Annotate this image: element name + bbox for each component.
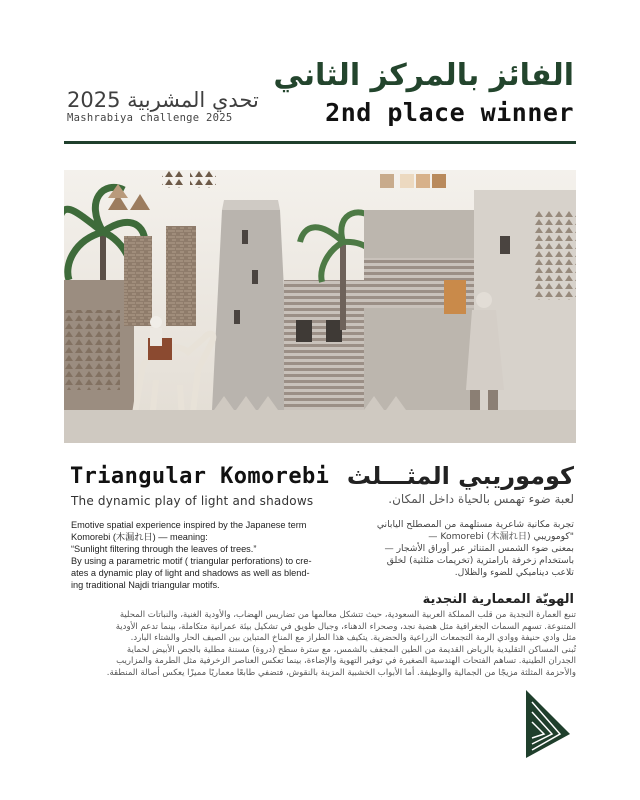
description-line: باستخدام زخرفة بارامترية (تخريمات مثلثية) لخلق [386,555,574,566]
header-divider [64,141,576,144]
winner-title-english: 2nd place winner [325,98,574,127]
heritage-line: الجدران الطينية. تساهم الفتحات الهندسية الصغيرة في توفير التهوية والإضاءة، بينما تعكس العناصر الزخرفية مثل الطرمة والمزاريب [116,656,576,666]
description-arabic [334,519,574,579]
heritage-line: المتنوعة. تسهم السمات الجغرافية مثل هضبة نجد، وصحراء الدهناء، وجبال طويق في تشكيل بيئة عمرانية متكاملة، بينما تدعم الأودية [115,621,576,632]
brick-tower-1 [124,236,152,326]
description-line: تلاعب ديناميكي للضوء والظلال. [454,567,574,578]
description-english [71,519,353,591]
description-line: Komorebi (木漏れ日) — meaning: [71,532,208,542]
description-line: Emotive spatial experience inspired by the Japanese term [71,520,307,530]
heritage-paragraph [64,610,576,679]
wooden-door [444,280,466,314]
description-line: ing traditional Najdi triangular motifs. [71,580,220,590]
heritage-line: تنبع العمارة النجدية من قلب المملكة العربية السعودية، حيث تتشكل معالمها من تضاريس الهضاب، والأودية الغنية، والنباتات المحلية [119,610,576,620]
project-title-arabic: كوموريبي المثـــلث [346,462,574,490]
project-title-english: Triangular Komorebi [70,464,330,489]
collage-illustration [64,170,576,443]
brick-tower-2 [166,226,196,326]
najdi-architecture-collage [64,170,576,443]
color-swatches [380,174,446,188]
description-line: ates a dynamic play of light and shadows as well as blend- [71,568,310,578]
winner-title-arabic: الفائز بالمركز الثاني [273,58,574,93]
triangle-perforation-wall [64,310,120,390]
masmak-tower [212,200,290,410]
description-line: By using a parametric motif ( triangular perforations) to cre- [71,556,312,566]
description-line: “Sunlight filtering through the leaves of trees.” [71,544,257,554]
project-subtitle-arabic: لعبة ضوء تهمس بالحياة داخل المكان. [388,492,574,506]
triangle-logo-icon [524,688,572,760]
project-subtitle-english: The dynamic play of light and shadows [71,494,314,508]
wall-lantern [500,236,510,254]
challenge-title-arabic: تحدي المشربية 2025 [67,88,259,112]
description-line: "كوموريبي (木漏れ日) Komorebi — [428,531,574,542]
heritage-line: مثل وادي حنيفة ووادي الرمة التجمعات الزراعية والحضرية. يتكيف هذا الطراز مع المناخ المتباين بين الصيف الحار والشتاء البارد. [130,633,576,643]
heritage-line: والأحزمة المثلثة مزيجًا من الجمالية والوظيفة. أما الأبواب الخشبية المزينة بالنقوش، فتضفي طابعًا معماريًا مميزًا يعكس أصالة المنطقة. [106,667,576,678]
heritage-line: تُبنى المساكن التقليدية بالرياض القديمة من الطين المجفف بالشمس، مع سترة سطح (دروة) مسننة مطلية بالجص الأبيض لحماية [126,644,576,655]
challenge-title-english: Mashrabiya challenge 2025 [67,112,233,124]
description-line: تجربة مكانية شاعرية مستلهمة من المصطلح الياباني [376,519,574,530]
heritage-heading: الهويّة المعمارية النجدية [422,592,574,607]
description-line: بمعنى ضوء الشمس المتناثر عبر أوراق الأشجار — [384,543,574,554]
